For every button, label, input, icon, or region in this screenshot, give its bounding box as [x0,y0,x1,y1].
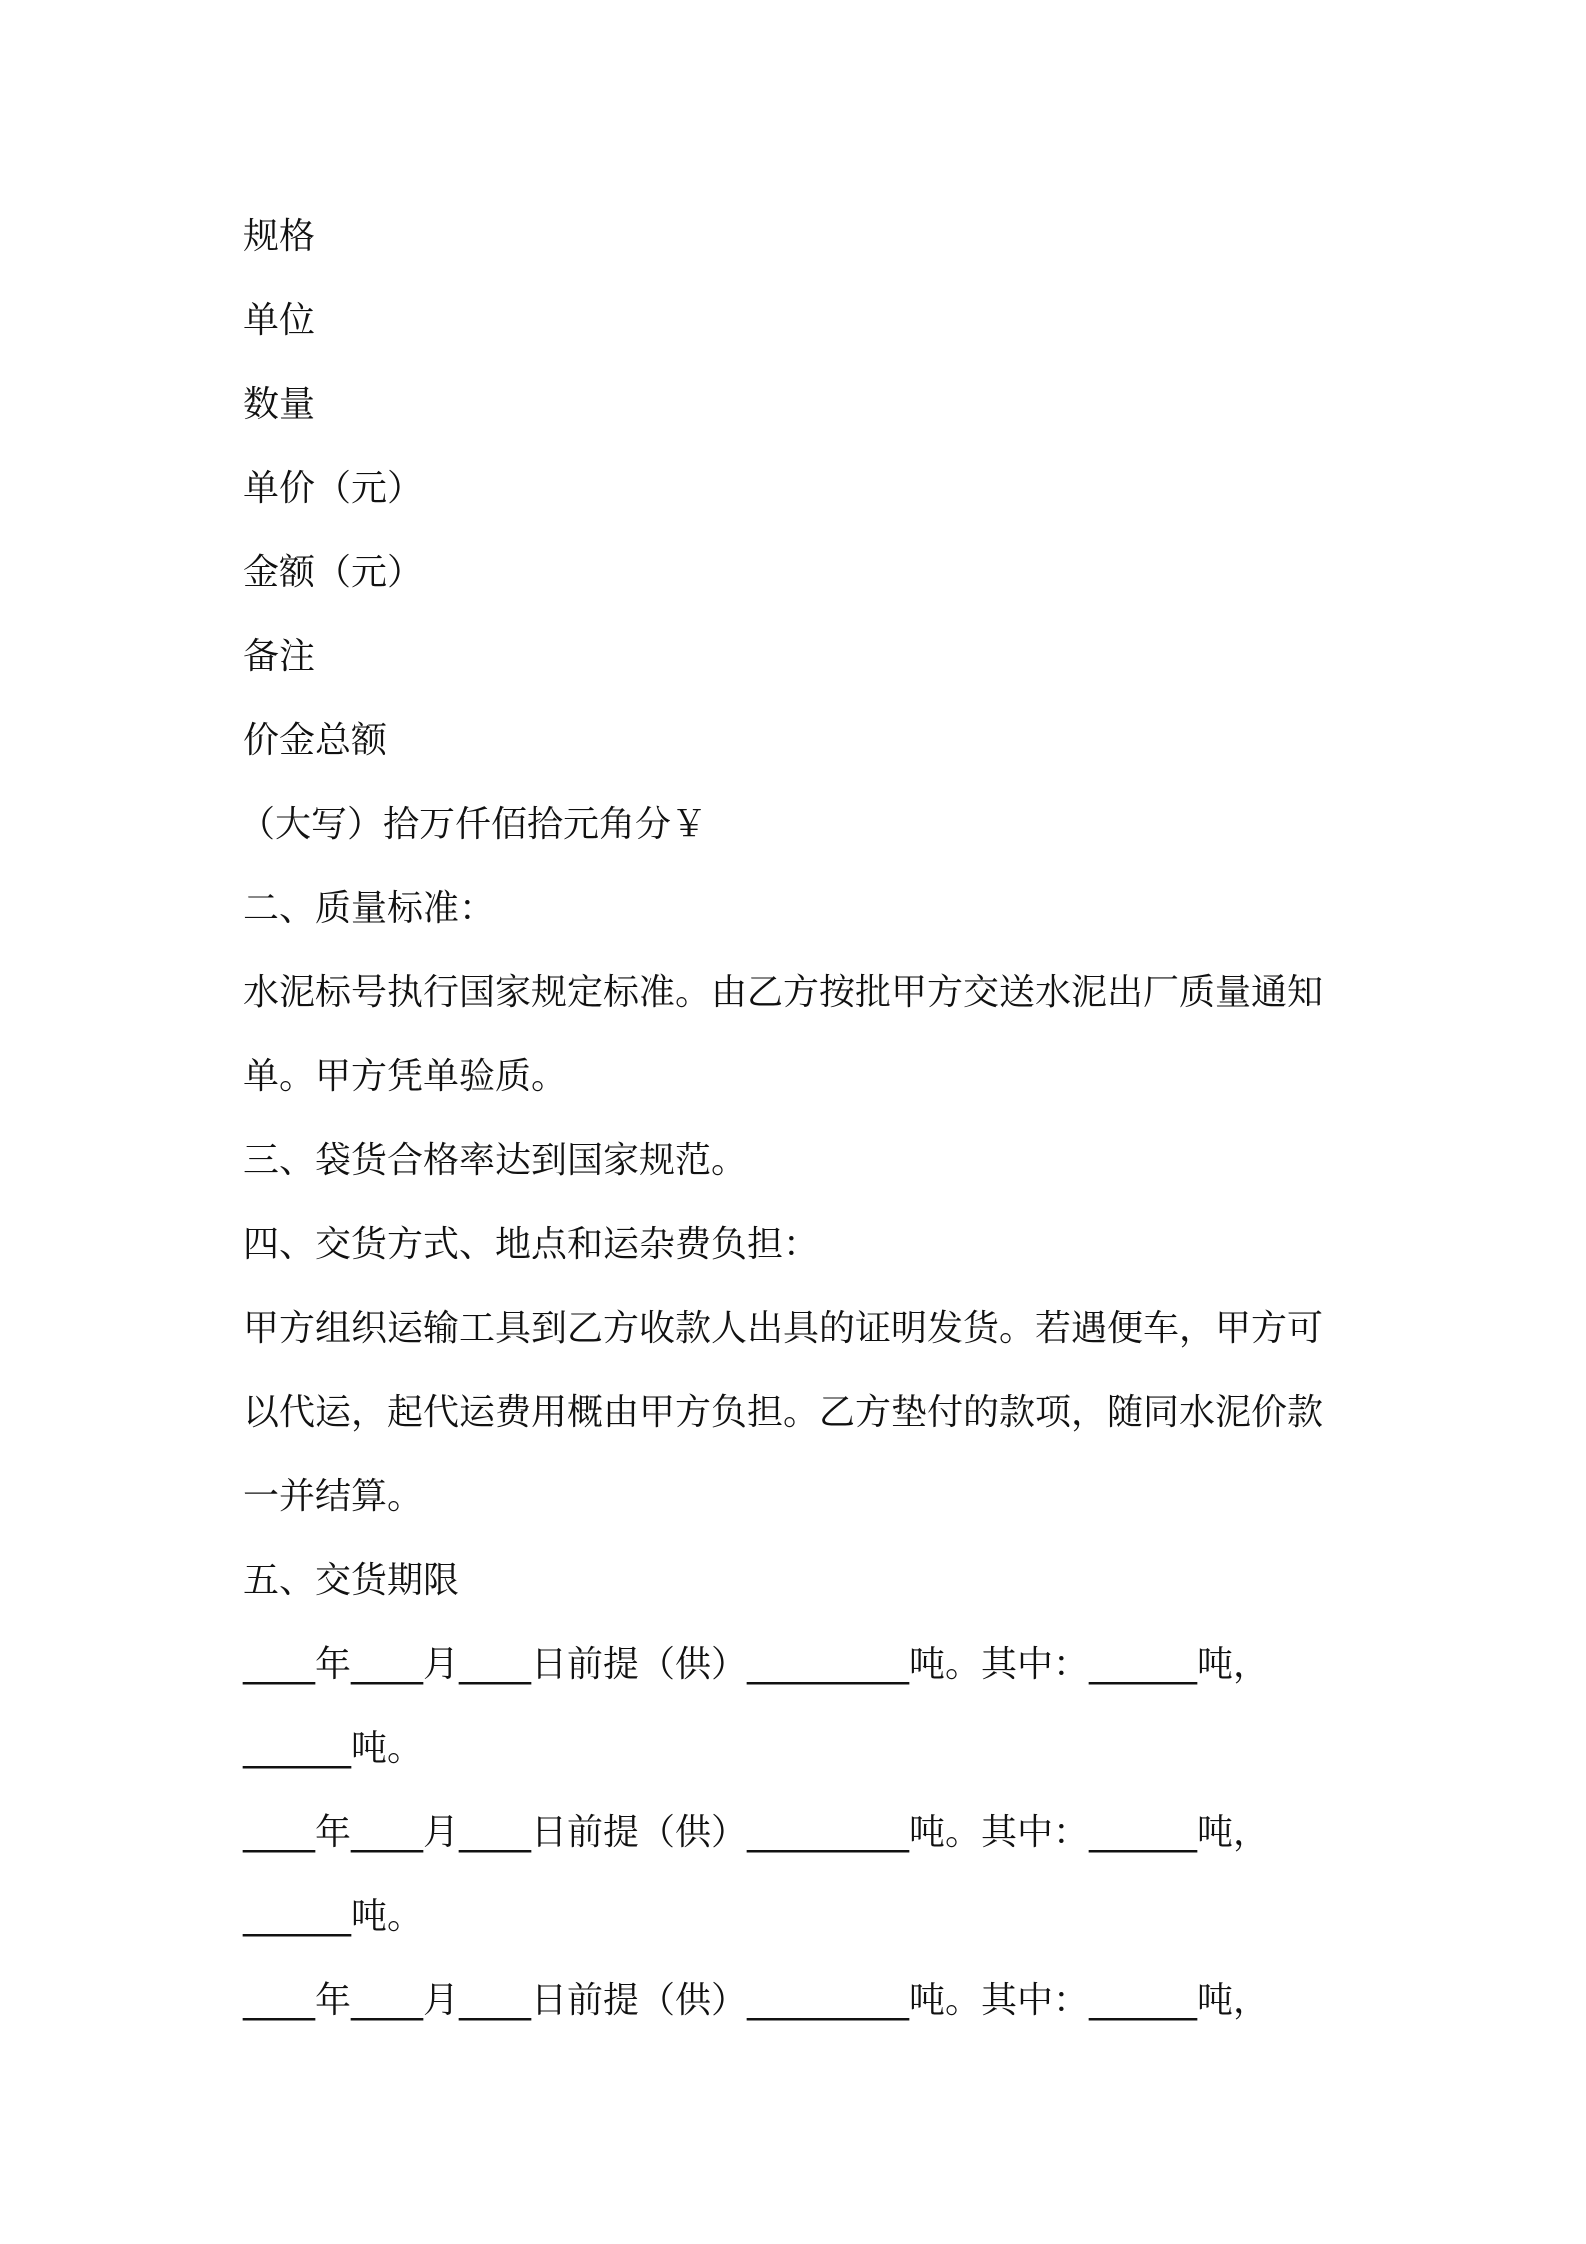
delivery-paragraph-line-1: 甲方组织运输工具到乙方收款人出具的证明发货。若遇便车，甲方可 [243,1308,1324,1349]
document-body [239,195,1363,2043]
delivery-paragraph-line-2: 以代运，起代运费用概由甲方负担。乙方垫付的款项，随同水泥价款 [243,1392,1324,1433]
section-packaging-heading: 三、袋货合格率达到国家规范。 [243,1140,748,1181]
deadline-entry-1-line-2: ______吨。 [243,1728,424,1769]
remarks-label: 备注 [243,636,316,677]
section-delivery-heading: 四、交货方式、地点和运杂费负担： [243,1224,820,1265]
unit-label: 单位 [243,300,316,341]
total-price-label: 价金总额 [243,720,388,761]
total-in-words: （大写）拾万仟佰拾元角分￥ [239,804,708,845]
quality-paragraph-line-2: 单。甲方凭单验质。 [243,1056,568,1097]
quantity-label: 数量 [243,384,316,425]
deadline-entry-2-line-2: ______吨。 [243,1896,424,1937]
section-deadline-heading: 五、交货期限 [243,1560,460,1601]
spec-label: 规格 [243,216,316,257]
amount-label: 金额（元） [243,552,424,593]
deadline-entry-3-line-1: ____年____月____日前提（供）_________吨。其中：______吨， [243,1980,1270,2021]
deadline-entry-1-line-1: ____年____月____日前提（供）_________吨。其中：______吨， [243,1644,1270,1685]
deadline-entry-2-line-1: ____年____月____日前提（供）_________吨。其中：______吨， [243,1812,1270,1853]
quality-paragraph-line-1: 水泥标号执行国家规定标准。由乙方按批甲方交送水泥出厂质量通知 [243,972,1324,1013]
unit-price-label: 单价（元） [243,468,424,509]
section-quality-heading: 二、质量标准： [243,888,496,929]
delivery-paragraph-line-3: 一并结算。 [243,1476,424,1517]
